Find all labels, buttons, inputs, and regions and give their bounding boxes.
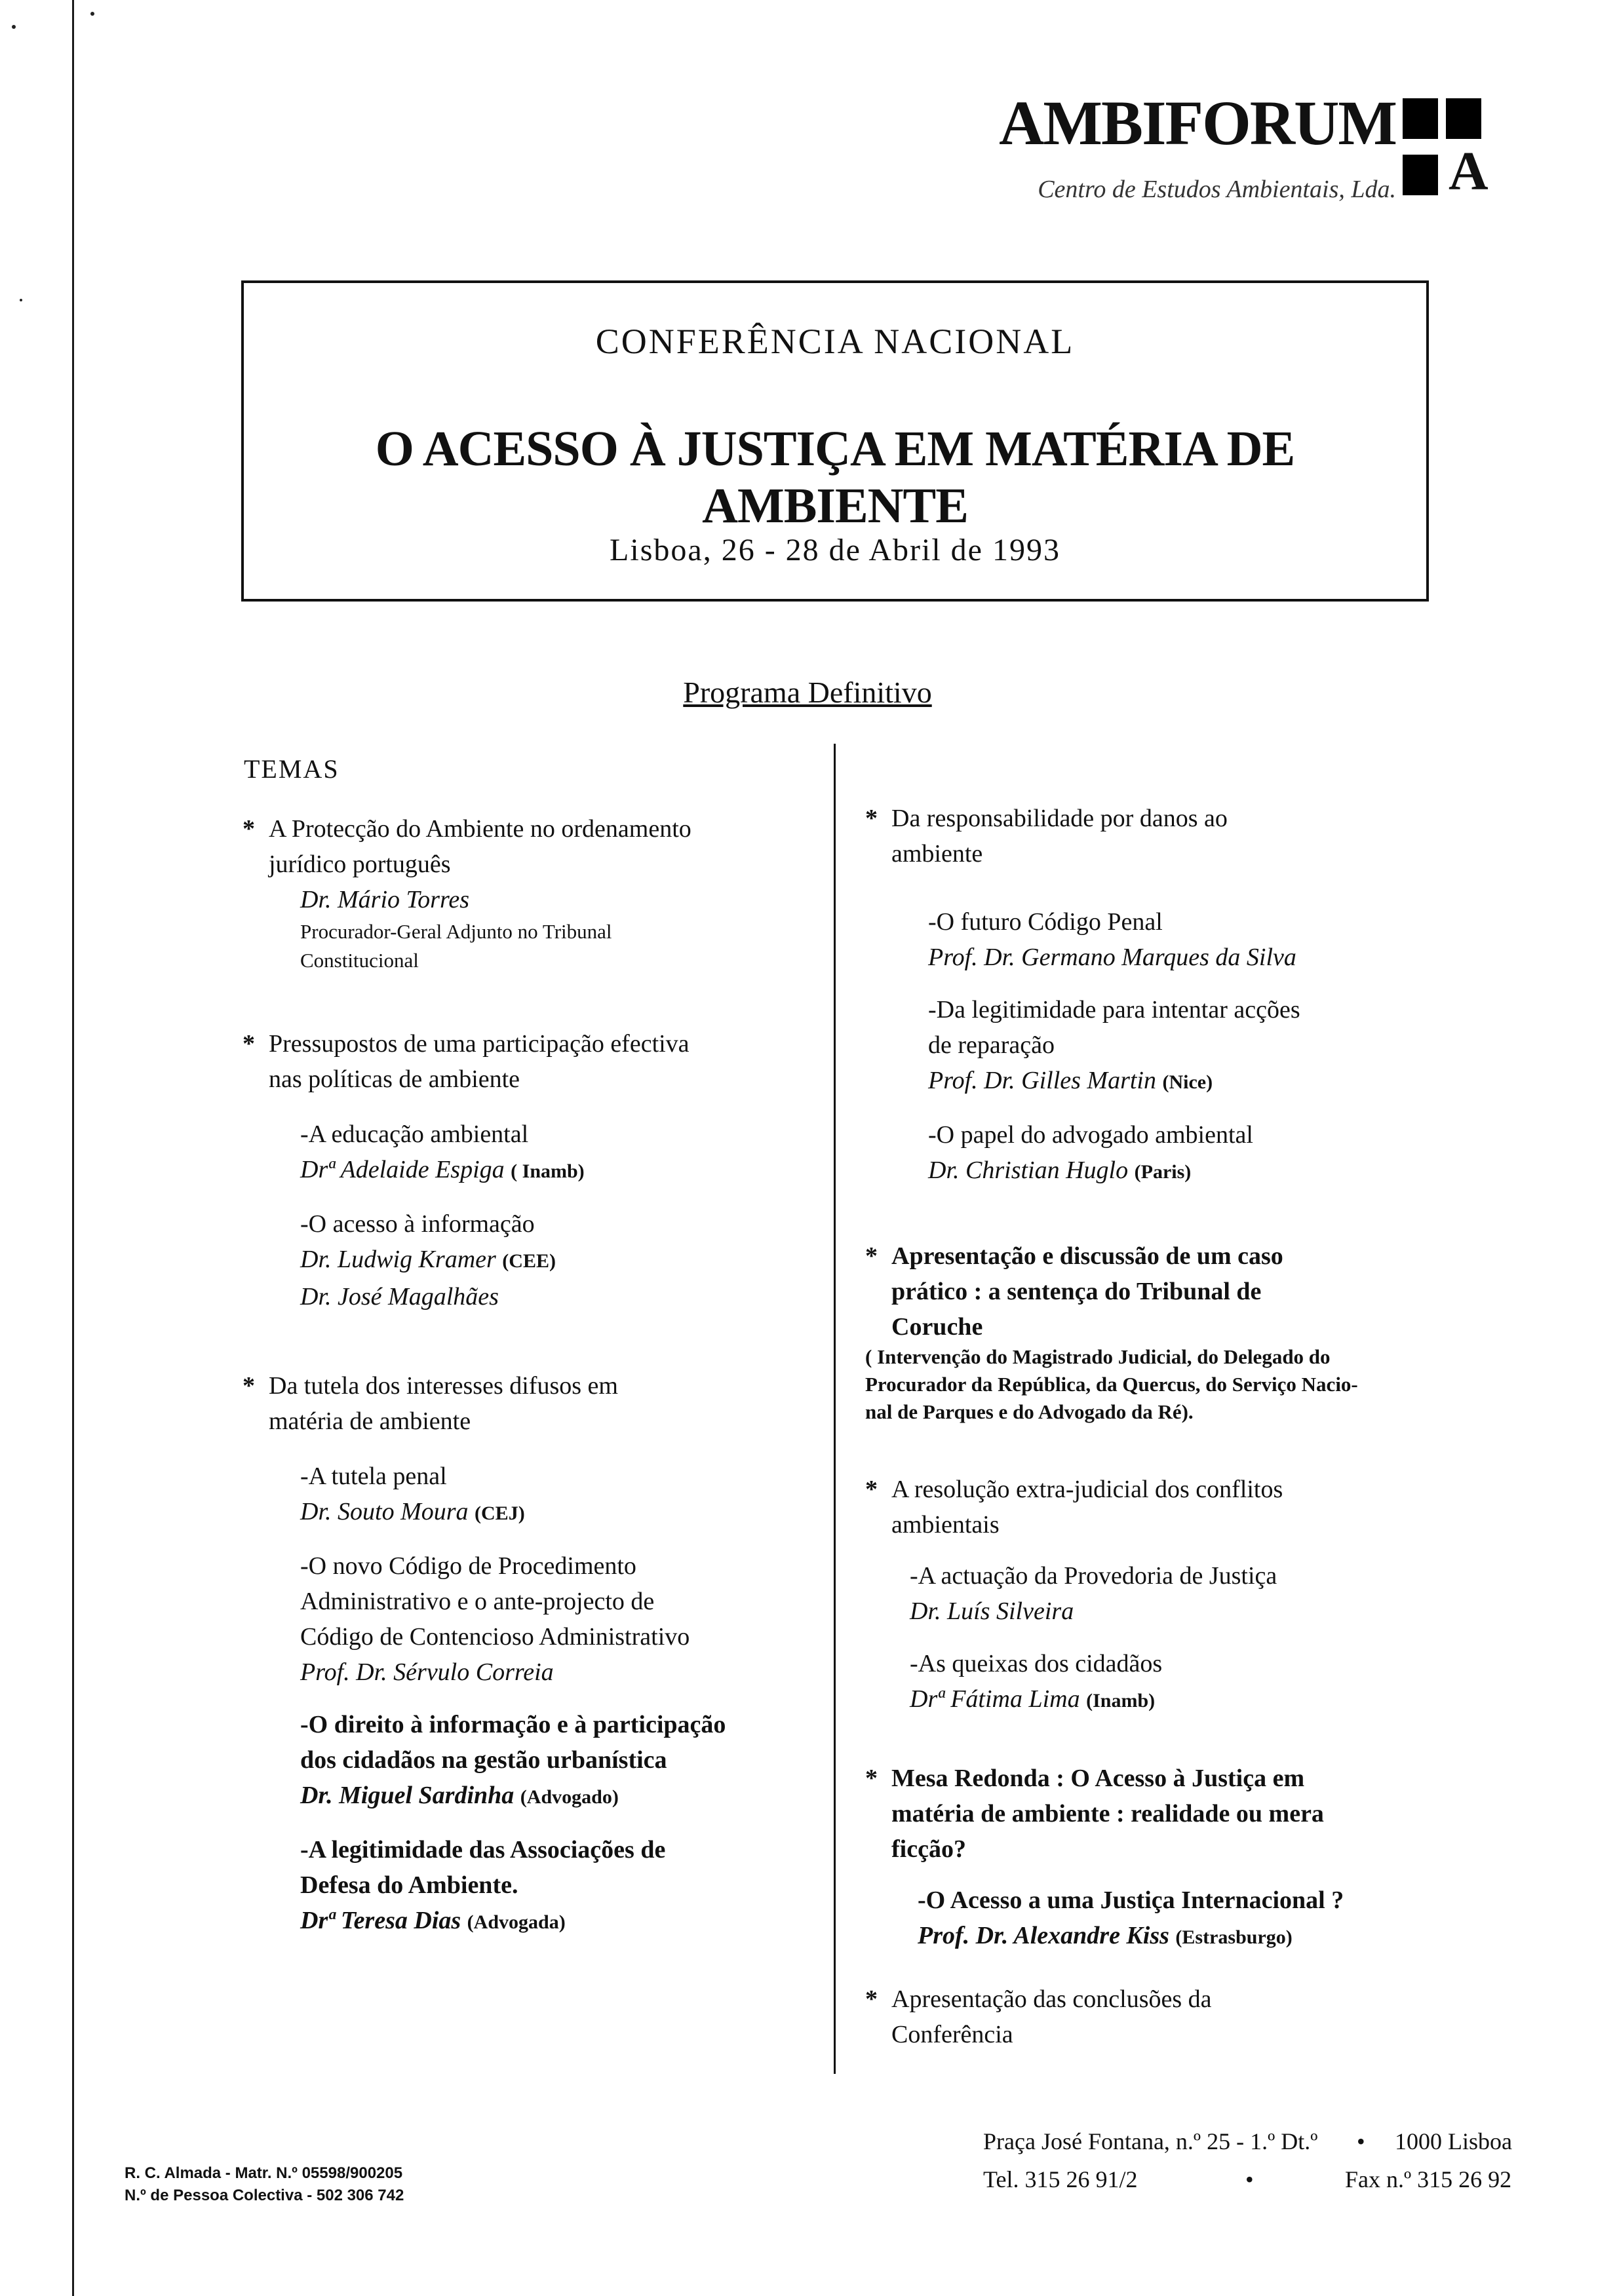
- sub-title: Defesa do Ambiente.: [300, 1871, 518, 1899]
- topic-line: prático : a sentença do Tribunal de: [891, 1278, 1262, 1305]
- topic-line: Apresentação e discussão de um caso: [891, 1242, 1283, 1270]
- bullet-star-icon: *: [865, 1476, 878, 1503]
- scan-speck: [12, 25, 16, 29]
- column-divider: [834, 744, 836, 2074]
- sub-title: -A educação ambiental: [300, 1120, 529, 1148]
- speaker-affiliation: (Advogado): [520, 1786, 619, 1808]
- sub-title: -O acesso à informação: [300, 1210, 535, 1238]
- speaker-name: Drª Fátima Lima: [910, 1685, 1080, 1713]
- bullet-star-icon: *: [865, 1985, 878, 2013]
- logo-square: [1446, 98, 1481, 139]
- sub-title: -O papel do advogado ambiental: [928, 1121, 1253, 1149]
- title-box: [241, 280, 1429, 602]
- sub-item: [891, 1883, 1494, 1955]
- sub-item: [269, 1459, 819, 1531]
- address: Praça José Fontana, n.º 25 - 1.º Dt.º: [983, 2128, 1318, 2154]
- speaker-name: Dr. Mário Torres: [300, 886, 469, 913]
- sub-item: [891, 904, 1494, 975]
- topic: [243, 1026, 819, 1314]
- sub-title: -A tutela penal: [300, 1463, 447, 1490]
- bullet-star-icon: *: [865, 805, 878, 832]
- sub-title: -As queixas dos cidadãos: [910, 1650, 1163, 1677]
- sub-item: [269, 1117, 819, 1189]
- speaker-affiliation: (Paris): [1134, 1161, 1192, 1183]
- speaker-affiliation: (Estrasburgo): [1175, 1926, 1293, 1948]
- note-line: ( Intervenção do Magistrado Judicial, do Delegado do: [865, 1345, 1331, 1368]
- bullet-icon: •: [1357, 2128, 1365, 2154]
- bullet-star-icon: *: [243, 1372, 255, 1400]
- topic-line: jurídico português: [269, 851, 451, 878]
- telephone: Tel. 315 26 91/2: [983, 2166, 1138, 2192]
- bullet-star-icon: *: [243, 815, 255, 843]
- speaker-name: Drª Adelaide Espiga: [300, 1156, 505, 1183]
- sub-item: [269, 1707, 819, 1815]
- logo-letter: A: [1449, 141, 1489, 202]
- scan-speck: [20, 299, 22, 301]
- speaker-affiliation: ( Inamb): [511, 1160, 585, 1182]
- speaker-affiliation: (Inamb): [1086, 1690, 1156, 1712]
- topic-line: nas políticas de ambiente: [269, 1065, 520, 1093]
- conference-date: Lisboa, 26 - 28 de Abril de 1993: [610, 533, 1060, 567]
- programa-heading: Programa Definitivo: [683, 676, 932, 709]
- sub-title: -A actuação da Provedoria de Justiça: [910, 1562, 1277, 1590]
- speaker-role: Procurador-Geral Adjunto no Tribunal: [300, 920, 612, 943]
- topic-line: A Protecção do Ambiente no ordenamento: [269, 815, 691, 843]
- footer-registration: [125, 2162, 404, 2207]
- topic: [865, 801, 1494, 1190]
- topic-line: matéria de ambiente : realidade ou mera: [891, 1800, 1324, 1827]
- speaker-name: Dr. Christian Huglo: [928, 1157, 1129, 1184]
- speaker-name: Dr. Miguel Sardinha: [300, 1782, 515, 1809]
- topic-line: Conferência: [891, 2021, 1013, 2048]
- topic-line: ambiente: [891, 840, 983, 868]
- margin-line: [72, 0, 74, 2296]
- sub-title: Código de Contencioso Administrativo: [300, 1623, 690, 1651]
- footer-contact: [983, 2123, 1527, 2199]
- topic-line: Pressupostos de uma participação efectiva: [269, 1030, 690, 1058]
- logo-mark: [1403, 98, 1489, 202]
- sub-item: [269, 1206, 819, 1314]
- topic-note: [865, 1343, 1494, 1426]
- topic-line: Mesa Redonda : O Acesso à Justiça em: [891, 1765, 1305, 1792]
- left-column: [243, 811, 819, 1940]
- registration-line: N.º de Pessoa Colectiva - 502 306 742: [125, 2187, 404, 2204]
- bullet-star-icon: *: [865, 1242, 878, 1270]
- speaker-affiliation: (Nice): [1162, 1071, 1213, 1093]
- sub-item: [891, 992, 1494, 1100]
- sub-item: [269, 1548, 819, 1690]
- topic: [865, 1761, 1494, 1955]
- topic-line: A resolução extra-judicial dos conflitos: [891, 1476, 1283, 1503]
- scan-speck: [90, 12, 94, 16]
- sub-title: -O Acesso a uma Justiça Internacional ?: [918, 1886, 1344, 1914]
- sub-title: -O futuro Código Penal: [928, 908, 1163, 936]
- speaker-name: Dr. Souto Moura: [300, 1498, 469, 1525]
- speaker-name: Prof. Dr. Sérvulo Correia: [300, 1658, 554, 1686]
- conference-title: O ACESSO À JUSTIÇA EM MATÉRIA DE AMBIENTE: [375, 421, 1295, 533]
- speaker-name: Dr. José Magalhães: [300, 1283, 499, 1311]
- topic: [243, 811, 819, 975]
- conference-label: CONFERÊNCIA NACIONAL: [595, 322, 1075, 361]
- bullet-star-icon: *: [243, 1030, 255, 1058]
- topic: [865, 1981, 1494, 2052]
- topic: [865, 1238, 1494, 1345]
- speaker-name: Dr. Ludwig Kramer: [300, 1246, 496, 1273]
- right-column: [865, 801, 1494, 2052]
- sub-title: -O direito à informação e à participação: [300, 1711, 726, 1738]
- sub-title: de reparação: [928, 1031, 1055, 1059]
- speaker-name: Prof. Dr. Germano Marques da Silva: [928, 944, 1296, 971]
- bullet-star-icon: *: [865, 1765, 878, 1792]
- speaker-affiliation: (CEE): [502, 1250, 556, 1272]
- topic-line: Da tutela dos interesses difusos em: [269, 1372, 618, 1400]
- speaker-role: Constitucional: [300, 949, 419, 972]
- speaker-name: Prof. Dr. Alexandre Kiss: [918, 1922, 1169, 1949]
- topic-line: ficção?: [891, 1835, 966, 1863]
- fax: Fax n.º 315 26 92: [1345, 2166, 1512, 2192]
- registration-line: R. C. Almada - Matr. N.º 05598/900205: [125, 2164, 403, 2182]
- logo-subtitle: Centro de Estudos Ambientais, Lda.: [1038, 176, 1396, 203]
- sub-title: -A legitimidade das Associações de: [300, 1836, 666, 1864]
- topic-line: Apresentação das conclusões da: [891, 1985, 1212, 2013]
- sub-item: [891, 1646, 1494, 1719]
- speaker-affiliation: (Advogada): [467, 1911, 566, 1933]
- speaker-name: Drª Teresa Dias: [300, 1907, 461, 1934]
- city: 1000 Lisboa: [1395, 2128, 1512, 2154]
- sub-item: [891, 1117, 1494, 1190]
- sub-title: Administrativo e o ante-projecto de: [300, 1588, 655, 1615]
- sub-item: [891, 1558, 1494, 1629]
- logo-name: AMBIFORUM: [999, 88, 1396, 158]
- logo-square: [1403, 98, 1438, 139]
- sub-title: -O novo Código de Procedimento: [300, 1552, 636, 1580]
- topic-line: ambientais: [891, 1511, 1000, 1539]
- sub-item: [269, 1832, 819, 1940]
- topic-line: matéria de ambiente: [269, 1407, 471, 1435]
- note-line: nal de Parques e do Advogado da Ré).: [865, 1400, 1194, 1423]
- speaker-name: Prof. Dr. Gilles Martin: [928, 1067, 1156, 1094]
- speaker-affiliation: (CEJ): [475, 1502, 525, 1524]
- bullet-icon: •: [1245, 2166, 1254, 2192]
- topic: [865, 1472, 1494, 1719]
- note-line: Procurador da República, da Quercus, do Serviço Nacio-: [865, 1373, 1358, 1396]
- topic-line: Coruche: [891, 1313, 983, 1341]
- sub-title: dos cidadãos na gestão urbanística: [300, 1746, 667, 1774]
- sub-title: -Da legitimidade para intentar acções: [928, 996, 1300, 1024]
- logo-square: [1403, 155, 1438, 195]
- temas-label: TEMAS: [244, 754, 340, 784]
- topic-line: Da responsabilidade por danos ao: [891, 805, 1228, 832]
- topic: [243, 1368, 819, 1940]
- speaker-name: Dr. Luís Silveira: [910, 1598, 1074, 1625]
